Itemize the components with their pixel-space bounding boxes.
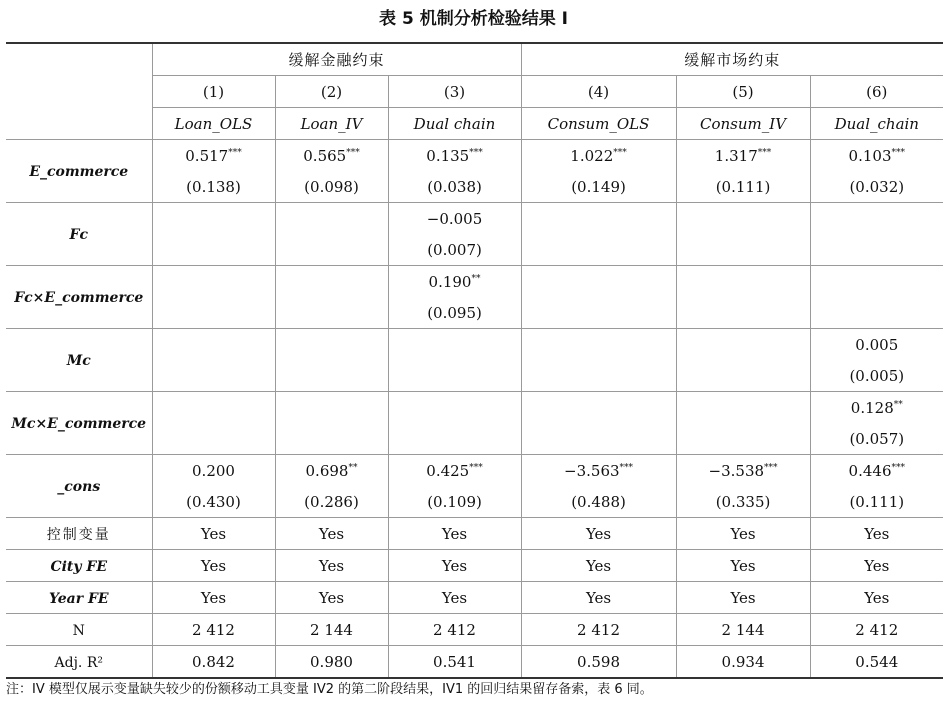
stat-cell: Yes <box>521 550 676 582</box>
coef-cell <box>388 455 521 487</box>
variable-name: Mc×E_commerce <box>11 416 147 432</box>
coef-value: 0.005 <box>855 335 899 354</box>
significance-stars: *** <box>228 147 242 158</box>
stat-cell: 0.934 <box>676 646 810 679</box>
coef-cell <box>676 203 810 235</box>
variable-name: Fc×E_commerce <box>14 290 144 306</box>
coef-cell <box>521 140 676 172</box>
significance-stars: *** <box>469 462 483 473</box>
se-cell <box>676 297 810 329</box>
significance-stars: *** <box>764 462 778 473</box>
se-cell <box>676 360 810 392</box>
coef-cell <box>275 455 388 487</box>
se-cell <box>152 423 275 455</box>
variable-label <box>6 392 152 455</box>
stat-label <box>6 582 152 614</box>
stat-cell: Yes <box>275 582 388 614</box>
se-cell: (0.032) <box>810 171 943 203</box>
stat-row <box>6 614 943 646</box>
coef-cell <box>676 266 810 298</box>
coef-value: 0.128 <box>850 398 894 417</box>
stat-cell: Yes <box>810 550 943 582</box>
coef-cell <box>810 266 943 298</box>
se-cell <box>275 297 388 329</box>
se-cell: (0.007) <box>388 234 521 266</box>
coef-cell <box>810 140 943 172</box>
se-cell <box>388 360 521 392</box>
header-corner <box>6 43 152 140</box>
stat-name: Adj. R² <box>54 654 103 671</box>
stat-cell: Yes <box>810 582 943 614</box>
col-number: (2) <box>275 76 388 108</box>
se-cell <box>810 234 943 266</box>
se-cell: (0.488) <box>521 486 676 518</box>
model-name: Dual_chain <box>810 108 943 140</box>
coef-cell <box>152 392 275 424</box>
coef-value: 0.103 <box>848 146 892 165</box>
coef-cell <box>521 329 676 361</box>
stat-cell: 2 144 <box>275 614 388 646</box>
group-header-financial: 缓解金融约束 <box>152 43 521 76</box>
variable-name: Mc <box>66 353 91 369</box>
se-cell: (0.138) <box>152 171 275 203</box>
table-note: 注：IV 模型仅展示变量缺失较少的份额移动工具变量 IV2 的第二阶段结果，IV1 的回归结果留存备索，表 6 同。 <box>6 682 653 697</box>
col-number: (4) <box>521 76 676 108</box>
coef-value: 1.317 <box>714 146 758 165</box>
stat-cell: 2 144 <box>676 614 810 646</box>
se-cell <box>275 423 388 455</box>
coef-value: 0.200 <box>192 461 235 480</box>
stat-cell: Yes <box>152 518 275 550</box>
stat-cell: Yes <box>676 518 810 550</box>
significance-stars: *** <box>613 147 627 158</box>
se-cell: (0.149) <box>521 171 676 203</box>
coef-cell <box>810 203 943 235</box>
coef-value: 0.565 <box>303 146 347 165</box>
coef-cell <box>521 455 676 487</box>
model-name: Consum_IV <box>676 108 810 140</box>
coef-cell <box>676 392 810 424</box>
se-cell <box>521 423 676 455</box>
stat-cell: 2 412 <box>152 614 275 646</box>
stat-cell: Yes <box>388 550 521 582</box>
coef-cell <box>388 266 521 298</box>
stat-cell: Yes <box>676 550 810 582</box>
coef-value: 0.425 <box>426 461 470 480</box>
stat-row <box>6 582 943 614</box>
significance-stars: *** <box>891 462 905 473</box>
coef-cell <box>388 203 521 235</box>
coef-value: 0.135 <box>426 146 470 165</box>
coef-cell <box>152 329 275 361</box>
coef-value: 0.517 <box>185 146 229 165</box>
stat-name: N <box>72 622 85 639</box>
variable-name: E_commerce <box>29 164 129 180</box>
coef-row <box>6 203 943 235</box>
coef-cell <box>521 266 676 298</box>
se-cell <box>676 234 810 266</box>
col-number: (6) <box>810 76 943 108</box>
significance-stars: *** <box>619 462 634 473</box>
coef-cell <box>676 329 810 361</box>
coef-value: −3.538 <box>708 461 765 480</box>
se-cell: (0.098) <box>275 171 388 203</box>
model-name: Consum_OLS <box>521 108 676 140</box>
significance-stars: *** <box>469 147 483 158</box>
stat-cell: Yes <box>521 518 676 550</box>
stat-cell: Yes <box>388 518 521 550</box>
coef-row <box>6 455 943 487</box>
significance-stars: *** <box>757 147 772 158</box>
variable-label <box>6 455 152 518</box>
stat-row <box>6 518 943 550</box>
variable-name: Fc <box>69 227 88 243</box>
coef-cell <box>152 140 275 172</box>
significance-stars: *** <box>891 147 905 158</box>
stat-name: Year FE <box>48 590 109 607</box>
se-cell <box>152 360 275 392</box>
model-name: Loan_OLS <box>152 108 275 140</box>
variable-label <box>6 329 152 392</box>
se-cell: (0.095) <box>388 297 521 329</box>
coef-value: −0.005 <box>426 209 483 228</box>
se-cell <box>521 297 676 329</box>
stat-cell: Yes <box>810 518 943 550</box>
coef-value: 0.698 <box>305 461 349 480</box>
stat-label <box>6 550 152 582</box>
stat-cell: 0.980 <box>275 646 388 679</box>
stat-cell: 0.598 <box>521 646 676 679</box>
variable-label <box>6 266 152 329</box>
stat-cell: Yes <box>521 582 676 614</box>
coef-cell <box>152 203 275 235</box>
coef-cell <box>275 329 388 361</box>
stat-name: City FE <box>50 558 108 575</box>
coef-value: 0.190 <box>428 272 472 291</box>
variable-label <box>6 203 152 266</box>
se-cell: (0.038) <box>388 171 521 203</box>
coef-row <box>6 140 943 172</box>
stat-label <box>6 646 152 679</box>
coef-cell <box>810 455 943 487</box>
model-name: Dual chain <box>388 108 521 140</box>
se-cell <box>521 234 676 266</box>
stat-cell: 2 412 <box>388 614 521 646</box>
se-cell <box>152 234 275 266</box>
coef-cell <box>388 329 521 361</box>
coef-value: 1.022 <box>570 146 614 165</box>
variable-label <box>6 140 152 203</box>
coef-cell <box>275 203 388 235</box>
variable-name: _cons <box>57 479 101 495</box>
stat-cell: 2 412 <box>521 614 676 646</box>
stat-cell: Yes <box>152 550 275 582</box>
stat-cell: Yes <box>275 550 388 582</box>
stat-row <box>6 550 943 582</box>
coef-row <box>6 392 943 424</box>
group-header-market: 缓解市场约束 <box>521 43 943 76</box>
se-cell: (0.286) <box>275 486 388 518</box>
se-cell: (0.335) <box>676 486 810 518</box>
table-title: 表 5 机制分析检验结果 Ⅰ <box>379 9 568 29</box>
regression-table <box>6 42 943 679</box>
coef-cell <box>521 203 676 235</box>
se-cell: (0.430) <box>152 486 275 518</box>
se-cell <box>676 423 810 455</box>
se-cell: (0.005) <box>810 360 943 392</box>
stat-cell: Yes <box>152 582 275 614</box>
coef-cell <box>152 266 275 298</box>
coef-value: 0.446 <box>848 461 892 480</box>
stat-label <box>6 518 152 550</box>
se-cell <box>388 423 521 455</box>
se-cell: (0.111) <box>810 486 943 518</box>
se-cell <box>152 297 275 329</box>
stat-cell: Yes <box>676 582 810 614</box>
model-name: Loan_IV <box>275 108 388 140</box>
coef-value: −3.563 <box>564 461 620 480</box>
coef-cell <box>810 329 943 361</box>
significance-stars: *** <box>346 147 360 158</box>
coef-cell <box>388 392 521 424</box>
significance-stars: ** <box>893 399 903 410</box>
stat-cell: Yes <box>388 582 521 614</box>
coef-row <box>6 266 943 298</box>
col-number: (1) <box>152 76 275 108</box>
col-number: (5) <box>676 76 810 108</box>
se-cell <box>275 360 388 392</box>
se-cell <box>275 234 388 266</box>
stat-row <box>6 646 943 679</box>
coef-cell <box>810 392 943 424</box>
stat-cell: Yes <box>275 518 388 550</box>
se-cell: (0.057) <box>810 423 943 455</box>
stat-cell: 2 412 <box>810 614 943 646</box>
coef-cell <box>676 455 810 487</box>
se-cell <box>521 360 676 392</box>
coef-cell <box>275 140 388 172</box>
coef-cell <box>676 140 810 172</box>
stat-cell: 0.842 <box>152 646 275 679</box>
coef-row <box>6 329 943 361</box>
significance-stars: ** <box>471 273 481 284</box>
stat-name: 控制变量 <box>46 526 111 543</box>
coef-cell <box>275 392 388 424</box>
se-cell: (0.111) <box>676 171 810 203</box>
stat-label <box>6 614 152 646</box>
coef-cell <box>388 140 521 172</box>
coef-cell <box>152 455 275 487</box>
coef-cell <box>521 392 676 424</box>
coef-cell <box>275 266 388 298</box>
col-number: (3) <box>388 76 521 108</box>
stat-cell: 0.544 <box>810 646 943 679</box>
significance-stars: ** <box>348 462 358 473</box>
se-cell <box>810 297 943 329</box>
stat-cell: 0.541 <box>388 646 521 679</box>
se-cell: (0.109) <box>388 486 521 518</box>
